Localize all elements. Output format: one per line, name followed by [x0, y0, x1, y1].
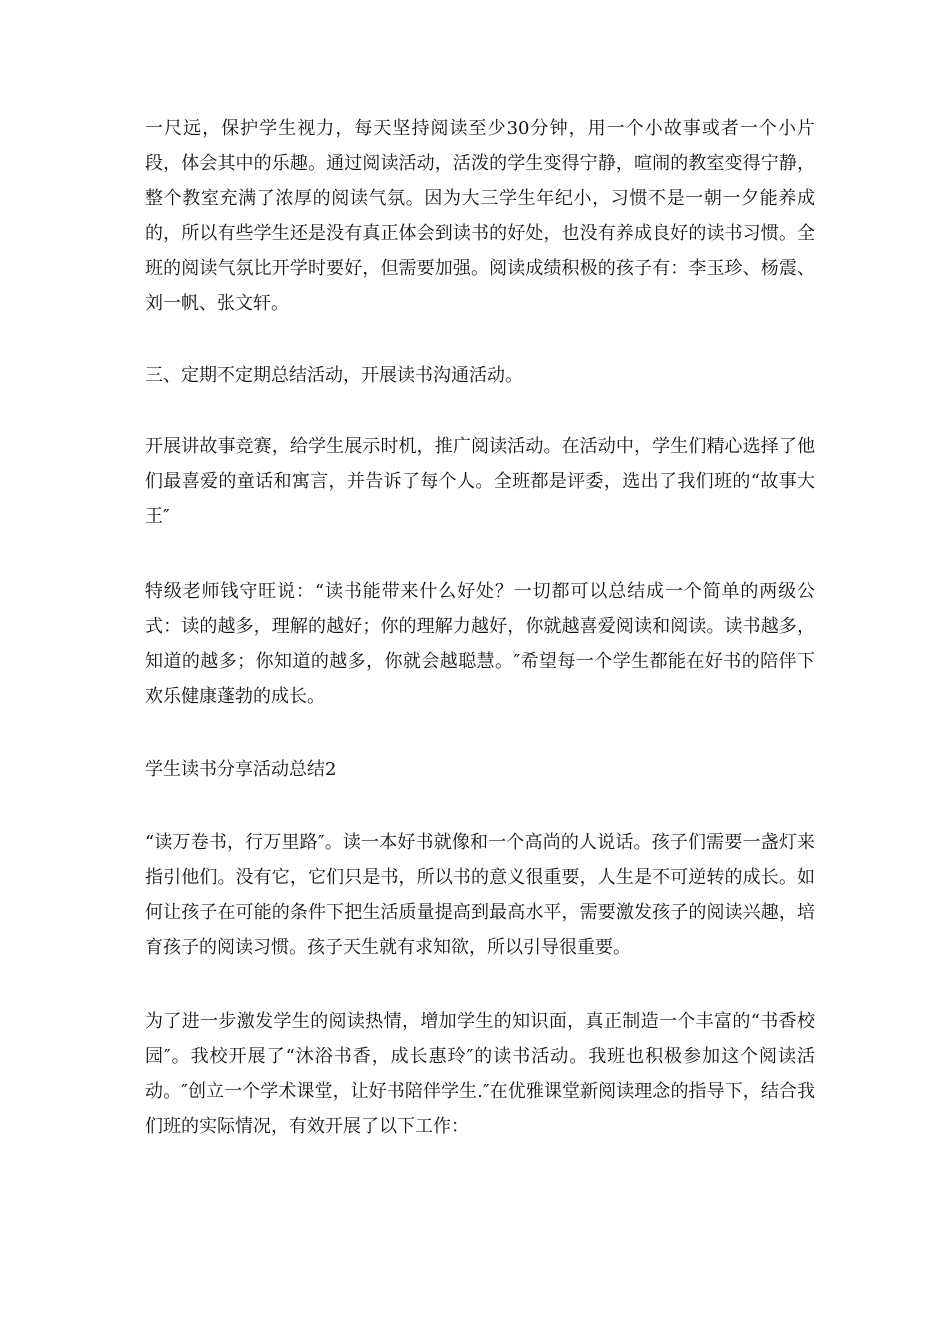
section-heading-three: 三、定期不定期总结活动，开展读书沟通活动。 [145, 365, 523, 386]
document-body [145, 111, 815, 1144]
paragraph-storytelling-contest: 开展讲故事竞赛，给学生展示时机，推广阅读活动。在活动中，学生们精心选择了他们最喜爱的童话和寓言，并告诉了每个人。全班都是评委，选出了我们班的“故事大王″ [145, 436, 815, 527]
paragraph-teacher-quote: 特级老师钱守旺说：“读书能带来什么好处？一切都可以总结成一个简单的两级公式：读的越多，理解的越好；你的理解力越好，你就越喜爱阅读和阅读。读书越多，知道的越多；你知道的越多，你就会越聪慧。″希望每一个学生都能在好书的陪伴下欢乐健康蓬勃的成长。 [145, 581, 815, 707]
paragraph-read-ten-thousand-books: “读万卷书，行万里路″。读一本好书就像和一个高尚的人说话。孩子们需要一盏灯来指引他们。没有它，它们只是书，所以书的意义很重要，人生是不可逆转的成长。如何让孩子在可能的条件下把生活质量提高到最高水平，需要激发孩子的阅读兴趣，培育孩子的阅读习惯。孩子天生就有求知欲，所以引导很重要。 [145, 832, 815, 958]
section-title-summary-2: 学生读书分享活动总结2 [145, 759, 337, 780]
paragraph-reading-habits: 一尺远，保护学生视力，每天坚持阅读至少30分钟，用一个小故事或者一个小片段，体会其中的乐趣。通过阅读活动，活泼的学生变得宁静，喧闹的教室变得宁静，整个教室充满了浓厚的阅读气氛。因为大三学生年纪小，习惯不是一朝一夕能养成的，所以有些学生还是没有真正体会到读书的好处，也没有养成良好的读书习惯。全班的阅读气氛比开学时要好，但需要加强。阅读成绩积极的孩子有：李玉珍、杨震、刘一帆、张文轩。 [145, 118, 815, 314]
paragraph-reading-activity: 为了进一步激发学生的阅读热情，增加学生的知识面，真正制造一个丰富的“书香校园″。我校开展了“沐浴书香，成长惠玲″的读书活动。我班也积极参加这个阅读活动。″创立一个学术课堂，让好书陪伴学生.″在优雅课堂新阅读理念的指导下，结合我们班的实际情况，有效开展了以下工作： [145, 1011, 815, 1137]
